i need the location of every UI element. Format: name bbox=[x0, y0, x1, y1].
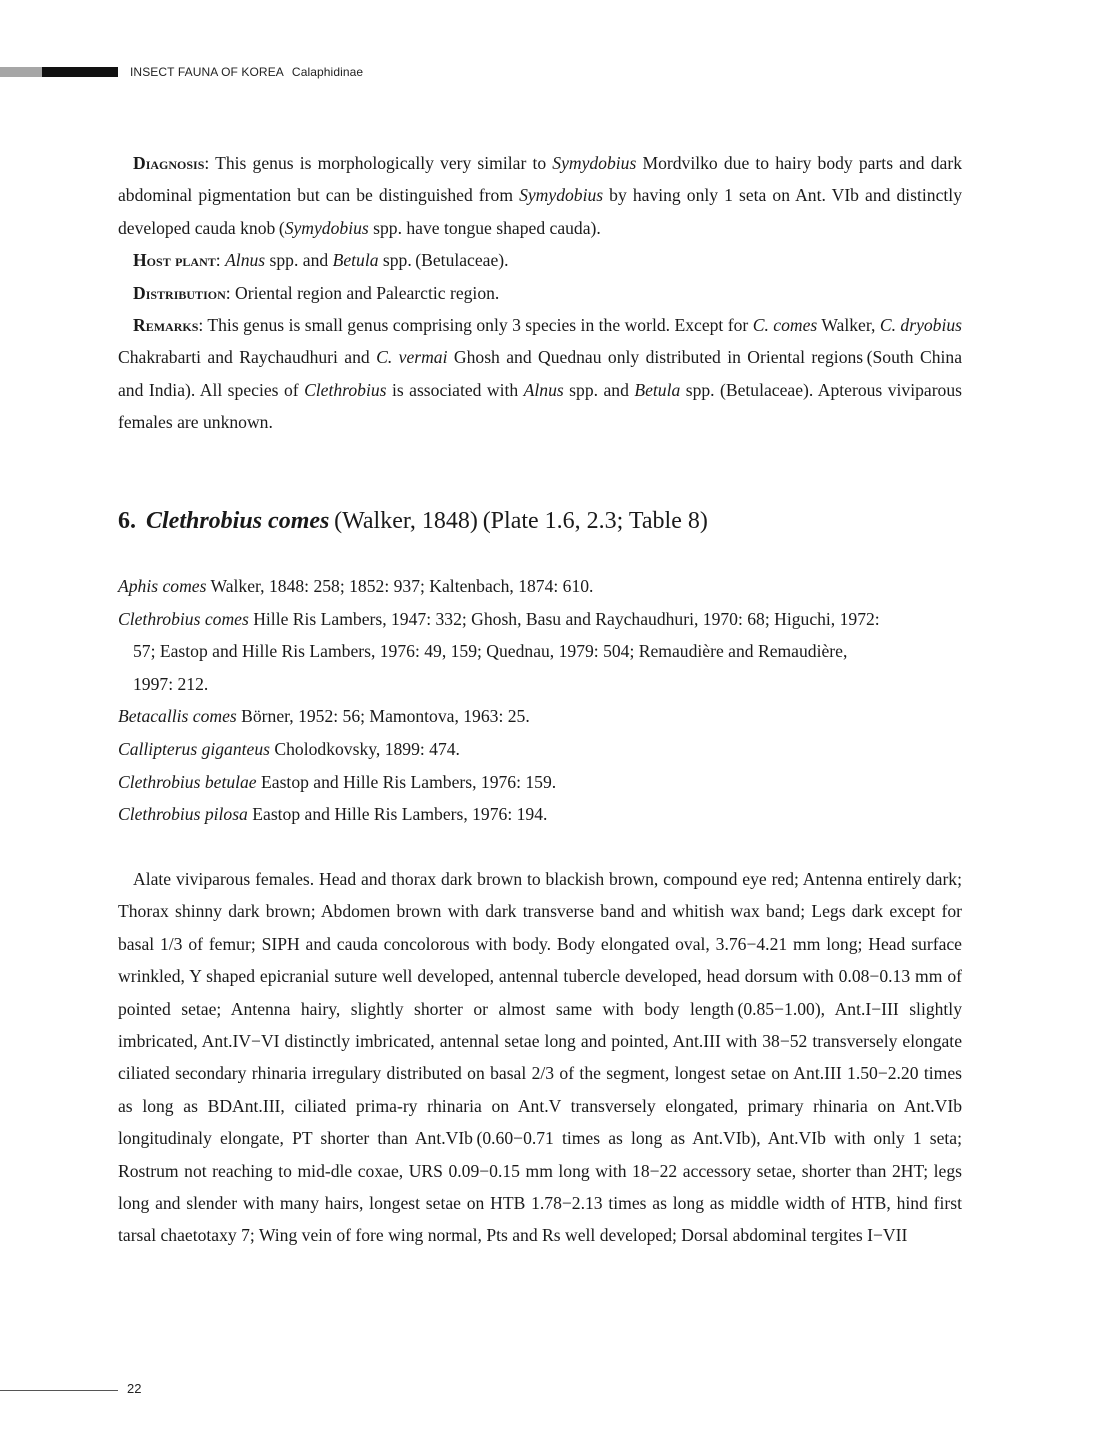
synonym-name: Clethrobius comes bbox=[118, 608, 249, 629]
synonym-continuation bbox=[118, 635, 962, 668]
taxon-name: Betula bbox=[634, 379, 681, 400]
remarks-label: Remarks bbox=[133, 315, 199, 336]
remarks-text: spp. and bbox=[563, 379, 635, 400]
synonym-entry bbox=[118, 733, 962, 766]
taxon-name: C. comes bbox=[752, 315, 818, 336]
host-plant-text: : bbox=[215, 250, 226, 271]
running-header bbox=[130, 65, 363, 79]
header-bar-black bbox=[42, 67, 118, 77]
taxon-name: Symydobius bbox=[552, 153, 637, 173]
synonym-reference: Eastop and Hille Ris Lambers, 1976: 159. bbox=[256, 771, 557, 792]
remarks-text: spp. (Betulaceae). Apterous viviparous females are unknown. bbox=[118, 379, 963, 433]
species-description bbox=[118, 863, 962, 1252]
synonym-entry bbox=[118, 603, 962, 636]
footer-rule bbox=[0, 1390, 118, 1391]
remarks-text: : This genus is small genus comprising only 3 species in the world. Except for bbox=[198, 315, 753, 336]
remarks-text: is associated with bbox=[386, 379, 524, 400]
synonym-entry bbox=[118, 798, 962, 831]
header-title: INSECT FAUNA OF KOREA bbox=[130, 65, 284, 79]
remarks-paragraph bbox=[118, 309, 962, 439]
species-authority: (Walker, 1848) (Plate 1.6, 2.3; Table 8) bbox=[329, 508, 708, 534]
header-bar-gray bbox=[0, 67, 42, 77]
distribution-paragraph bbox=[118, 277, 962, 309]
synonym-reference: Hille Ris Lambers, 1947: 332; Ghosh, Basu and Raychaudhuri, 1970: 68; Higuchi, 1972: bbox=[248, 608, 880, 629]
synonymy-list bbox=[118, 570, 962, 831]
diagnosis-paragraph bbox=[118, 147, 962, 244]
host-plant-paragraph bbox=[118, 244, 962, 276]
species-heading bbox=[118, 508, 708, 535]
page-number: 22 bbox=[127, 1381, 142, 1396]
remarks-text: Walker, bbox=[817, 315, 880, 336]
species-number: 6. bbox=[118, 508, 136, 534]
synonym-name: Clethrobius pilosa bbox=[118, 804, 248, 825]
synonym-name: Clethrobius betulae bbox=[118, 771, 257, 792]
taxon-name: Clethrobius bbox=[304, 379, 387, 400]
synonym-reference: 57; Eastop and Hille Ris Lambers, 1976: 49, 159; Quednau, 1979: 504; Remaudière and Remaudière, bbox=[133, 641, 848, 662]
synonym-reference: Walker, 1848: 258; 1852: 937; Kaltenbach, 1874: 610. bbox=[206, 576, 594, 596]
synonym-reference: Börner, 1952: 56; Mamontova, 1963: 25. bbox=[236, 706, 530, 727]
remarks-text: Chakrabarti and Raychaudhuri and bbox=[118, 347, 377, 368]
synonym-reference: 1997: 212. bbox=[133, 673, 209, 694]
genus-notes bbox=[118, 147, 962, 439]
taxon-name: Alnus bbox=[523, 379, 564, 400]
diagnosis-text: spp. have tongue shaped cauda). bbox=[368, 217, 601, 238]
diagnosis-text: Mordvilko due to hairy body parts and dark abdominal pigmentation but can be distinguished from bbox=[118, 153, 962, 206]
taxon-name: Symydobius bbox=[284, 217, 369, 238]
host-plant-text: spp. (Betulaceae). bbox=[378, 250, 509, 271]
description-paragraph: Alate viviparous females. Head and thorax dark brown to blackish brown, compound eye red; Antenna entirely dark; Thorax shinny dark brown; Abdomen brown with dark transverse band and whitish wax band; Legs dark except for basal 1/3 of femur; SIPH and cauda concolorous with body. Body elongated oval, 3.76−4.21 mm long; Head surface wrinkled, Y shaped epicranial suture well developed, antennal tubercle developed, head dorsum with 0.08−0.13 mm of pointed setae; Antenna hairy, slightly shorter or almost same with body length (0.85−1.00), Ant.I−III slightly imbricated, Ant.IV−VI distinctly imbricated, antennal setae long and pointed, Ant.III with 38−52 transversely elongate ciliated secondary rhinaria irregulary distributed on basal 2/3 of the segment, longest setae on Ant.III 1.50−2.20 times as long as BDAnt.III, ciliated prima-ry rhinaria on Ant.V transversely elongated, primary rhinaria on Ant.VIb longitudinaly elongate, PT shorter than Ant.VIb (0.60−0.71 times as long as Ant.VIb), Ant.VIb with only 1 seta; Rostrum not reaching to mid-dle coxae, URS 0.09−0.15 mm long with 18−22 accessory setae, shorter than 2HT; legs long and slender with many hairs, longest setae on HTB 1.78−2.13 times as long as middle width of HTB, hind first tarsal chaetotaxy 7; Wing vein of fore wing normal, Pts and Rs well developed; Dorsal abdominal tergites I−VII bbox=[118, 869, 962, 1246]
header-subtitle: Calaphidinae bbox=[291, 65, 364, 79]
synonym-entry bbox=[118, 570, 962, 603]
synonym-reference: Eastop and Hille Ris Lambers, 1976: 194. bbox=[247, 804, 548, 825]
distribution-label: Distribution bbox=[133, 282, 226, 303]
host-plant-label: Host plant bbox=[133, 250, 216, 271]
synonym-reference: Cholodkovsky, 1899: 474. bbox=[270, 738, 460, 759]
synonym-continuation bbox=[118, 668, 962, 701]
synonym-name: Betacallis comes bbox=[118, 706, 237, 727]
taxon-name: Alnus bbox=[225, 250, 266, 271]
taxon-name: Betula bbox=[332, 250, 379, 271]
diagnosis-text: by having only 1 seta on Ant. VIb and distinctly developed cauda knob ( bbox=[118, 185, 962, 238]
taxon-name: C. dryobius bbox=[879, 315, 963, 336]
remarks-text: Ghosh and Quednau only distributed in Oriental regions (South China and India). All species of bbox=[118, 347, 962, 400]
species-name: Clethrobius comes bbox=[146, 508, 330, 534]
synonym-entry bbox=[118, 766, 962, 799]
host-plant-text: spp. and bbox=[265, 250, 333, 271]
taxon-name: C. vermai bbox=[376, 347, 448, 368]
diagnosis-text: : This genus is morphologically very similar to bbox=[204, 153, 553, 173]
synonym-name: Callipterus giganteus bbox=[118, 738, 270, 759]
distribution-text: : Oriental region and Palearctic region. bbox=[225, 282, 500, 303]
synonym-name: Aphis comes bbox=[118, 576, 207, 596]
diagnosis-label: Diagnosis bbox=[133, 153, 205, 173]
taxon-name: Symydobius bbox=[519, 185, 604, 206]
synonym-entry bbox=[118, 700, 962, 733]
